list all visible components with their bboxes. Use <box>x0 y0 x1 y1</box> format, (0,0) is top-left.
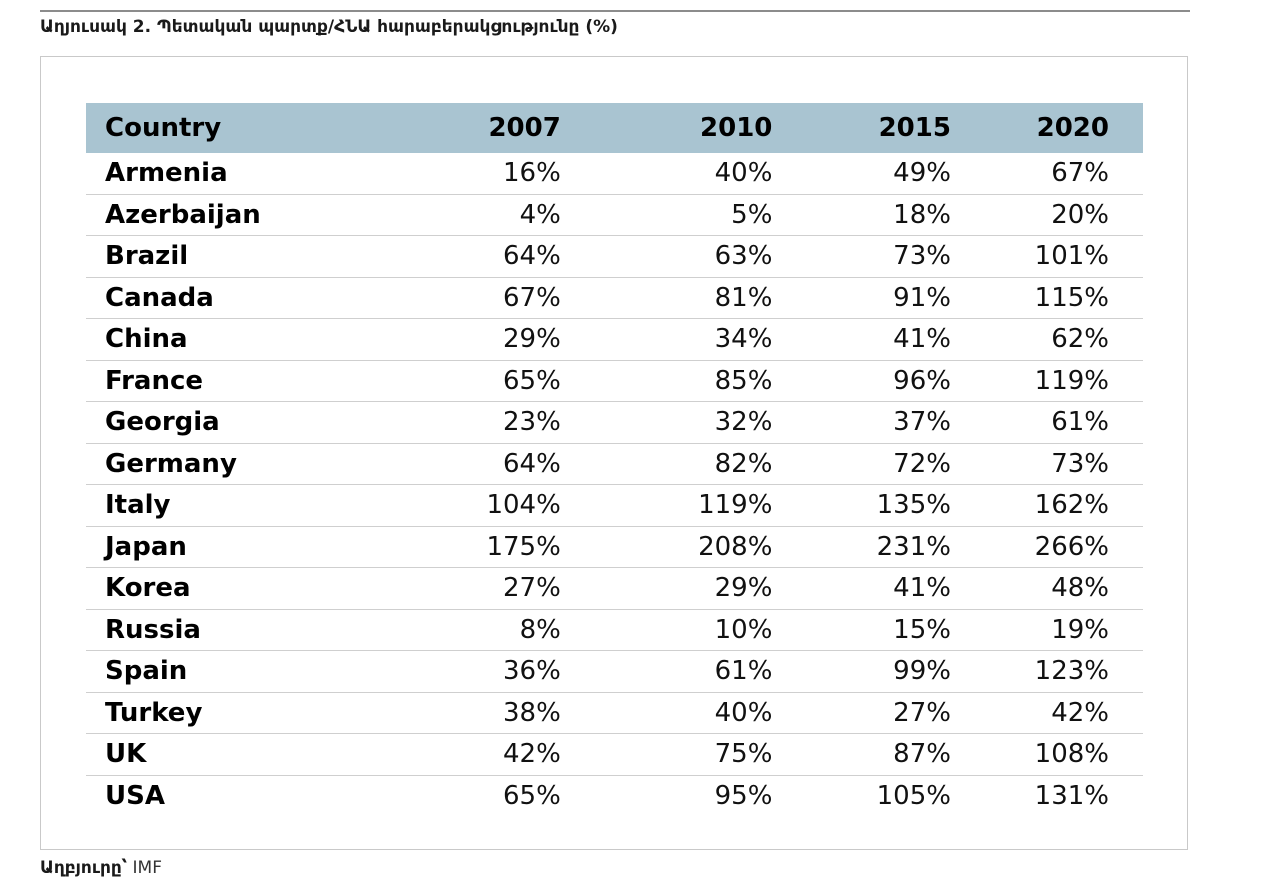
table-row <box>86 734 1143 776</box>
table-cell-value-2015: 15% <box>772 609 951 651</box>
table-cell-value-2020: 62% <box>951 319 1143 361</box>
table-row <box>86 194 1143 236</box>
table-cell-value-2015: 91% <box>772 277 951 319</box>
table-header-row <box>86 103 1143 153</box>
table-cell-value-2010: 63% <box>561 236 773 278</box>
country-cell: Brazil <box>86 236 427 278</box>
table-cell-value-2007: 38% <box>427 692 561 734</box>
source-value: IMF <box>132 858 163 878</box>
table-cell-value-2007: 42% <box>427 734 561 776</box>
table-cell-value-2010: 10% <box>561 609 773 651</box>
table-cell-value-2007: 65% <box>427 360 561 402</box>
table-cell-value-2015: 41% <box>772 568 951 610</box>
table-cell-value-2020: 266% <box>951 526 1143 568</box>
table-row <box>86 236 1143 278</box>
debt-to-gdp-table <box>86 103 1143 816</box>
table-cell-value-2007: 27% <box>427 568 561 610</box>
table-cell-value-2010: 208% <box>561 526 773 568</box>
column-header-country: Country <box>86 103 427 153</box>
table-cell-value-2015: 72% <box>772 443 951 485</box>
table-cell-value-2015: 96% <box>772 360 951 402</box>
country-cell: China <box>86 319 427 361</box>
table-cell-value-2015: 41% <box>772 319 951 361</box>
country-cell: Turkey <box>86 692 427 734</box>
country-cell: Spain <box>86 651 427 693</box>
table-row <box>86 277 1143 319</box>
table-cell-value-2020: 101% <box>951 236 1143 278</box>
table-cell-value-2007: 36% <box>427 651 561 693</box>
table-cell-value-2007: 16% <box>427 153 561 194</box>
source-label: Աղբյուրը՝ <box>40 858 128 878</box>
table-cell-value-2010: 119% <box>561 485 773 527</box>
table-cell-value-2015: 18% <box>772 194 951 236</box>
country-cell: Japan <box>86 526 427 568</box>
table-row <box>86 692 1143 734</box>
country-cell: USA <box>105 780 165 811</box>
country-cell: France <box>86 360 427 402</box>
table-cell-value-2010: 82% <box>561 443 773 485</box>
country-cell: Germany <box>86 443 427 485</box>
table-cell-value-2020: 20% <box>951 194 1143 236</box>
table-cell-value-2007: 23% <box>427 402 561 444</box>
table-row <box>86 568 1143 610</box>
table-cell-value-2015: 73% <box>772 236 951 278</box>
country-cell: Italy <box>86 485 427 527</box>
table-cell-value-2020: 131% <box>1034 780 1109 811</box>
table-cell-value-2010: 29% <box>561 568 773 610</box>
table-cell-value-2020: 61% <box>951 402 1143 444</box>
table-cell-value-2020: 123% <box>951 651 1143 693</box>
top-divider <box>40 10 1190 12</box>
table-cell-value-2010: 32% <box>561 402 773 444</box>
table-cell-value-2015: 231% <box>772 526 951 568</box>
table-cell-value-2015: 105% <box>876 780 951 811</box>
table-cell-value-2007: 175% <box>427 526 561 568</box>
table-cell-value-2010: 85% <box>561 360 773 402</box>
table-cell-value-2020: 115% <box>951 277 1143 319</box>
table-cell-value-2020: 108% <box>951 734 1143 776</box>
table-caption: Աղյուսակ 2. Պետական պարտք/ՀՆԱ հարաբերակցությունը (%) <box>40 17 618 37</box>
table-cell-value-2007: 64% <box>427 236 561 278</box>
table-cell-value-2010: 75% <box>561 734 773 776</box>
country-cell: UK <box>86 734 427 776</box>
table-cell-value-2015: 37% <box>772 402 951 444</box>
table-row <box>86 153 1143 194</box>
table-row <box>86 360 1143 402</box>
table-cell-value-2020: 19% <box>951 609 1143 651</box>
table-cell-value-2007: 8% <box>427 609 561 651</box>
column-header-2015: 2015 <box>772 103 951 153</box>
table-body <box>86 153 1143 816</box>
table-cell-value-2010: 40% <box>561 692 773 734</box>
table-row <box>86 402 1143 444</box>
table-cell-value-2015: 87% <box>772 734 951 776</box>
country-cell: Azerbaijan <box>86 194 427 236</box>
table-row <box>86 319 1143 361</box>
source-note <box>40 858 162 878</box>
table-cell-value-2010: 81% <box>561 277 773 319</box>
table-cell-value-2015: 27% <box>772 692 951 734</box>
table-cell-value-2007: 4% <box>427 194 561 236</box>
table-row <box>86 651 1143 693</box>
table-cell-value-2020: 48% <box>951 568 1143 610</box>
country-cell: Armenia <box>86 153 427 194</box>
table-cell-value-2010: 40% <box>561 153 773 194</box>
table-cell-value-2010: 95% <box>714 780 773 811</box>
table-cell-value-2015: 99% <box>772 651 951 693</box>
country-cell: Georgia <box>86 402 427 444</box>
table-row <box>86 443 1143 485</box>
table-cell-value-2007: 29% <box>427 319 561 361</box>
table-cell-value-2007: 67% <box>427 277 561 319</box>
column-header-2010: 2010 <box>561 103 773 153</box>
table-cell-value-2010: 34% <box>561 319 773 361</box>
table-cell-value-2007: 104% <box>427 485 561 527</box>
table-cell-value-2010: 61% <box>561 651 773 693</box>
table-cell-value-2020: 73% <box>951 443 1143 485</box>
table-cell-value-2020: 42% <box>951 692 1143 734</box>
table-cell-value-2015: 135% <box>772 485 951 527</box>
table-cell-value-2015: 49% <box>772 153 951 194</box>
country-cell: Canada <box>86 277 427 319</box>
column-header-2020: 2020 <box>951 103 1143 153</box>
country-cell: Korea <box>86 568 427 610</box>
column-header-2007: 2007 <box>427 103 561 153</box>
table-cell-value-2020: 162% <box>951 485 1143 527</box>
table-cell-value-2020: 67% <box>951 153 1143 194</box>
country-cell: Russia <box>86 609 427 651</box>
table-cell-value-2010: 5% <box>561 194 773 236</box>
table-row <box>86 609 1143 651</box>
table-cell-value-2020: 119% <box>951 360 1143 402</box>
table-row <box>86 526 1143 568</box>
table-cell-value-2007: 64% <box>427 443 561 485</box>
table-cell-value-2007: 65% <box>503 780 561 811</box>
table-row <box>86 485 1143 527</box>
table-row <box>86 775 1143 816</box>
